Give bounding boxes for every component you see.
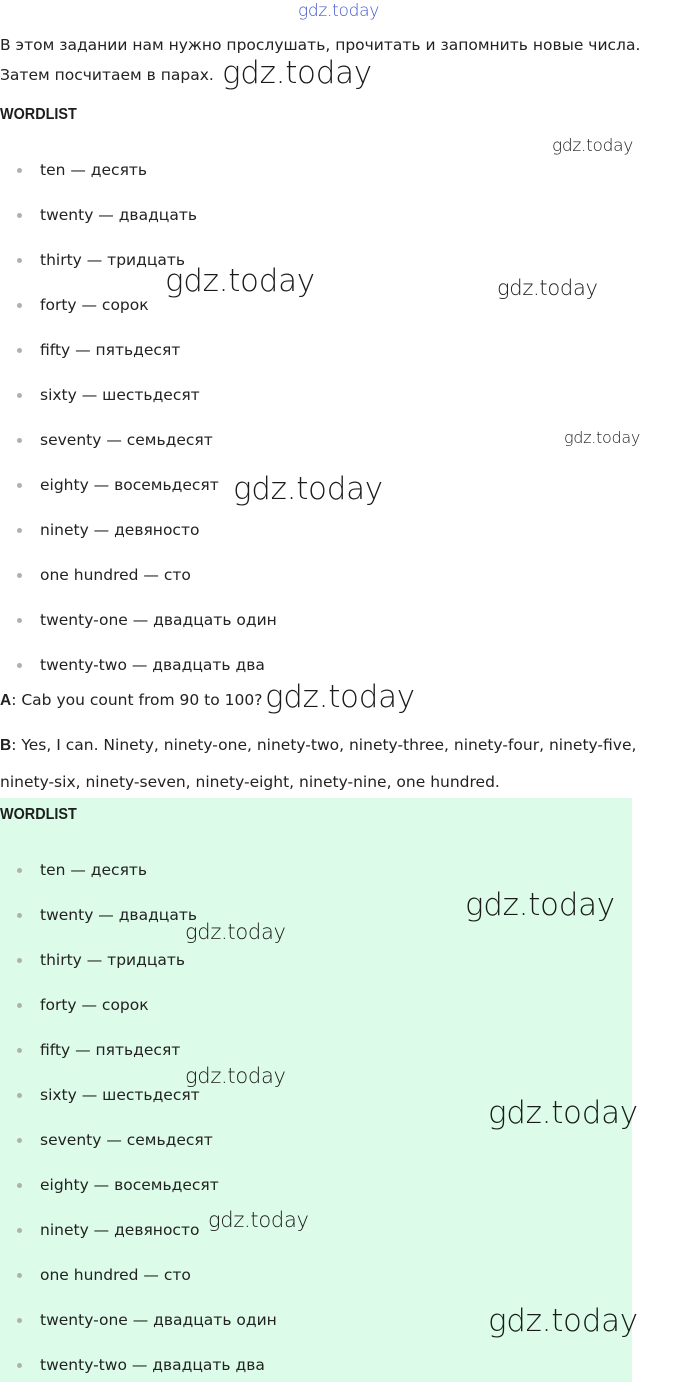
watermark: gdz.today [185, 920, 286, 944]
list-item: ten — десять [0, 859, 277, 904]
watermark: gdz.today [208, 1208, 309, 1232]
watermark: gdz.today [165, 263, 315, 299]
bullet-icon [17, 483, 22, 488]
bullet-icon [17, 868, 22, 873]
list-item: fifty — пятьдесят [0, 339, 277, 384]
bullet-icon [17, 1048, 22, 1053]
list-item: ninety — девяносто [0, 519, 277, 564]
bullet-icon [17, 303, 22, 308]
watermark: gdz.today [488, 1095, 638, 1131]
list-item: eighty — восемьдесят [0, 474, 277, 519]
list-item: forty — сорок [0, 294, 277, 339]
list-item: twenty-one — двадцать один [0, 609, 277, 654]
bullet-icon [17, 663, 22, 668]
bullet-icon [17, 348, 22, 353]
watermark: gdz.today [265, 679, 415, 715]
intro-line-2: Затем посчитаем в парах. [0, 66, 214, 84]
bullet-icon [17, 258, 22, 263]
speaker-b-text: : Yes, I can. Ninety, ninety-one, ninety-two, ninety-three, ninety-four, ninety-five, ninety-six, ninety-seven, ninety-eight, ninety-nine, one hundred. [0, 736, 637, 791]
wordlist-heading-1: WORDLIST [0, 106, 77, 123]
bullet-icon [17, 1363, 22, 1368]
dialog-line-b [0, 727, 672, 800]
list-item: twenty-two — двадцать два [0, 654, 277, 699]
bullet-icon [17, 1183, 22, 1188]
speaker-a-text: : Cab you count from 90 to 100? [11, 691, 263, 709]
watermark: gdz.today [465, 887, 615, 923]
bullet-icon [17, 1003, 22, 1008]
list-item: ninety — девяносто [0, 1219, 277, 1264]
list-item: sixty — шестьдесят [0, 384, 277, 429]
list-item: ten — десять [0, 159, 277, 204]
list-item: twenty — двадцать [0, 204, 277, 249]
watermark: gdz.today [564, 428, 641, 447]
watermark: gdz.today [488, 1303, 638, 1339]
bullet-icon [17, 1273, 22, 1278]
list-item: sixty — шестьдесят [0, 1084, 277, 1129]
speaker-b-label: B [0, 737, 12, 754]
bullet-icon [17, 393, 22, 398]
bullet-icon [17, 1228, 22, 1233]
speaker-a-label: A [0, 692, 12, 709]
bullet-icon [17, 168, 22, 173]
list-item: twenty — двадцать [0, 904, 277, 949]
bullet-icon [17, 913, 22, 918]
list-item: forty — сорок [0, 994, 277, 1039]
bullet-icon [17, 1138, 22, 1143]
bullet-icon [17, 213, 22, 218]
bullet-icon [17, 618, 22, 623]
watermark-top: gdz.today [298, 1, 379, 21]
intro-line-1: В этом задании нам нужно прослушать, прочитать и запомнить новые числа. [0, 36, 641, 54]
list-item: seventy — семьдесят [0, 429, 277, 474]
watermark: gdz.today [552, 136, 633, 156]
watermark: gdz.today [497, 276, 598, 300]
bullet-icon [17, 1093, 22, 1098]
bullet-icon [17, 573, 22, 578]
list-item: one hundred — сто [0, 564, 277, 609]
list-item: one hundred — сто [0, 1264, 277, 1309]
watermark: gdz.today [233, 471, 383, 507]
list-item: eighty — восемьдесят [0, 1174, 277, 1219]
wordlist-1 [0, 159, 277, 699]
bullet-icon [17, 958, 22, 963]
watermark: gdz.today [222, 55, 372, 91]
list-item: seventy — семьдесят [0, 1129, 277, 1174]
bullet-icon [17, 528, 22, 533]
list-item: twenty-two — двадцать два [0, 1354, 277, 1399]
bullet-icon [17, 438, 22, 443]
list-item: thirty — тридцать [0, 249, 277, 294]
watermark: gdz.today [185, 1064, 286, 1088]
list-item: thirty — тридцать [0, 949, 277, 994]
bullet-icon [17, 1318, 22, 1323]
list-item: twenty-one — двадцать один [0, 1309, 277, 1354]
list-item: fifty — пятьдесят [0, 1039, 277, 1084]
wordlist-heading-2: WORDLIST [0, 806, 77, 823]
